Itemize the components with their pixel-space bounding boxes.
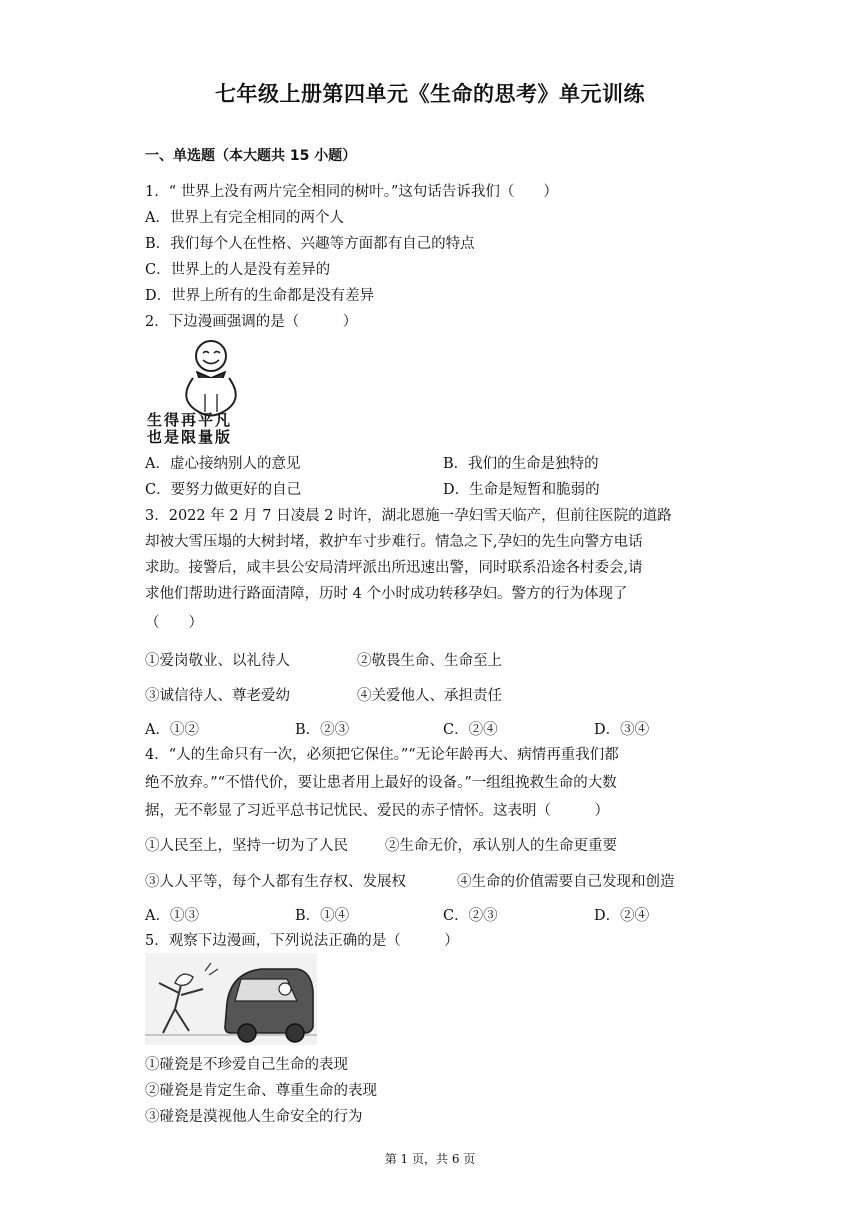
q4-statement-4: ④生命的价值需要自己发现和创造 [457,874,675,890]
q3-option-a: A．①② [145,722,199,738]
q2-option-b: B．我们的生命是独特的 [443,456,599,472]
q3-line-4: 求他们帮助进行路面清障，历时 4 个小时成功转移孕妇。警方的行为体现了 [145,586,628,602]
q4-line-3: 据，无不彰显了习近平总书记忧民、爱民的赤子情怀。这表明（ ） [145,803,609,819]
q4-statement-1: ①人民至上，坚持一切为了人民 [145,838,348,854]
q3-line-2: 却被大雪压塌的大树封堵，救护车寸步难行。情急之下,孕妇的先生向警方电话 [145,534,643,550]
q4-option-d: D．②④ [594,908,650,924]
q1-option-b: B．我们每个人在性格、兴趣等方面都有自己的特点 [145,236,475,252]
q4-option-b: B．①④ [295,908,350,924]
q3-statement-3: ③诚信待人、尊老爱幼 [145,688,290,704]
q1-option-a: A．世界上有完全相同的两个人 [145,210,344,226]
q1-option-d: D．世界上所有的生命都是没有差异 [145,288,375,304]
q4-line-1: 4．“人的生命只有一次，必须把它保住。”“无论年龄再大、病情再重我们都 [145,747,619,763]
q5-statement-3: ③碰瓷是漠视他人生命安全的行为 [145,1109,363,1125]
page-title: 七年级上册第四单元《生命的思考》单元训练 [215,82,645,106]
q3-option-d: D．③④ [594,722,650,738]
q3-line-1: 3．2022 年 2 月 7 日凌晨 2 时许，湖北恩施一孕妇雪天临产，但前往医院的道路 [145,508,672,524]
q2-cartoon-caption-2: 也是限量版 [147,428,233,446]
q2-cartoon-image [145,336,280,446]
q3-statement-4: ④关爱他人、承担责任 [357,688,502,704]
q4-option-c: C．②③ [443,908,498,924]
q4-line-2: 绝不放弃。”“不惜代价，要让患者用上最好的设备。”一组组挽救生命的大数 [145,775,617,791]
q5-stem: 5．观察下边漫画，下列说法正确的是（ ） [145,933,459,949]
q5-statement-2: ②碰瓷是肯定生命、尊重生命的表现 [145,1083,377,1099]
q5-cartoon-image [145,953,317,1045]
page-footer: 第 1 页，共 6 页 [384,1152,476,1166]
q2-option-c: C．要努力做更好的自己 [145,482,302,498]
q3-option-b: B．②③ [295,722,350,738]
q3-option-c: C．②④ [443,722,498,738]
q3-line-3: 求助。接警后，咸丰县公安局清坪派出所迅速出警，同时联系沿途各村委会,请 [145,560,643,576]
car-and-pedestrian-icon [145,953,317,1045]
section-heading: 一、单选题（本大题共 15 小题） [145,148,357,164]
q2-option-a: A．虚心接纳别人的意见 [145,456,301,472]
q3-statement-2: ②敬畏生命、生命至上 [357,653,502,669]
q4-option-a: A．①③ [145,908,199,924]
q1-stem: 1．“ 世界上没有两片完全相同的树叶。”这句话告诉我们（ ） [145,184,558,200]
q5-statement-1: ①碰瓷是不珍爱自己生命的表现 [145,1057,348,1073]
q3-statement-1: ①爱岗敬业、以礼待人 [145,653,290,669]
q4-statement-2: ②生命无价，承认别人的生命更重要 [385,838,617,854]
q2-cartoon-caption-1: 生得再平凡 [147,411,233,429]
q2-option-d: D．生命是短暂和脆弱的 [443,482,600,498]
q2-stem: 2．下边漫画强调的是（ ） [145,314,358,330]
q4-statement-3: ③人人平等，每个人都有生存权、发展权 [145,874,406,890]
q3-line-5: （ ） [145,615,203,631]
q1-option-c: C．世界上的人是没有差异的 [145,262,331,278]
